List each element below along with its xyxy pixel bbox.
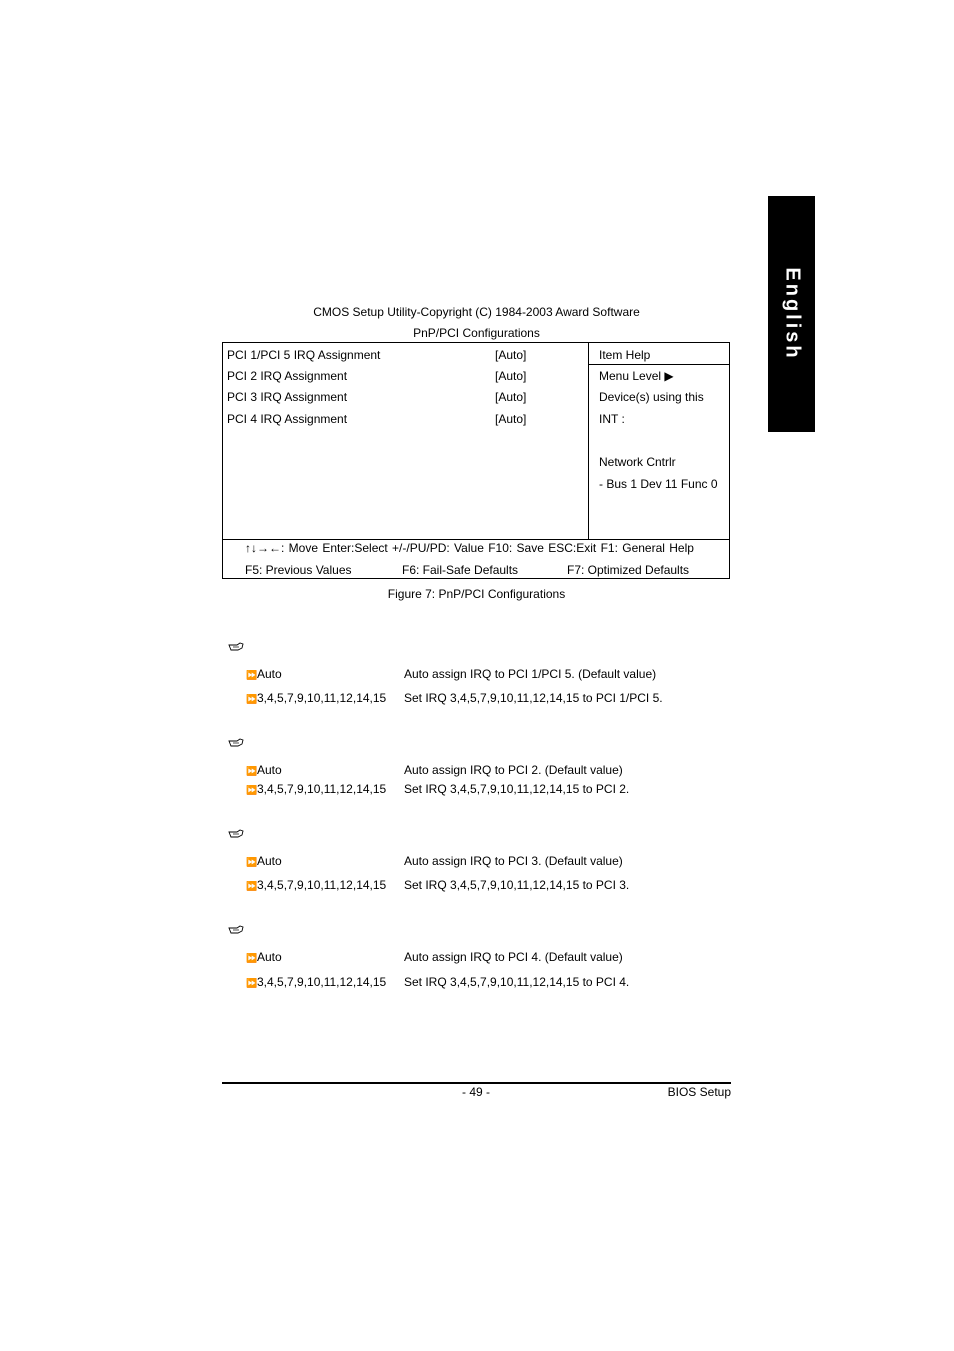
option-irq-list: ⏩3,4,5,7,9,10,11,12,14,15 [246, 691, 387, 705]
menu-item-pci4-label[interactable]: PCI 4 IRQ Assignment [227, 412, 348, 426]
item-help-line: Menu Level ▶ [599, 369, 674, 383]
item-help-title: Item Help [599, 348, 651, 362]
option-auto: ⏩Auto [246, 854, 282, 868]
help-title-divider [588, 364, 730, 365]
menu-item-pci2-label[interactable]: PCI 2 IRQ Assignment [227, 369, 348, 383]
figure-caption: Figure 7: PnP/PCI Configurations [387, 587, 566, 601]
option-auto: ⏩Auto [246, 763, 282, 777]
menu-item-pci1-label[interactable]: PCI 1/PCI 5 IRQ Assignment [227, 348, 381, 362]
bios-keys-divider [223, 539, 729, 540]
menu-item-pci1-value[interactable]: [Auto] [495, 348, 527, 362]
pointing-hand-icon [228, 829, 244, 839]
key-help-f6: F6: Fail-Safe Defaults [402, 563, 519, 577]
option-auto: ⏩Auto [246, 667, 282, 681]
item-help-line: Device(s) using this [599, 390, 704, 404]
option-desc: Set IRQ 3,4,5,7,9,10,11,12,14,15 to PCI 1/PCI 5. [404, 691, 663, 705]
double-arrow-icon: ⏩ [246, 881, 258, 891]
footer-section: BIOS Setup [667, 1085, 731, 1099]
item-help-line: Network Cntrlr [599, 455, 676, 469]
double-arrow-icon: ⏩ [246, 766, 258, 776]
option-desc: Set IRQ 3,4,5,7,9,10,11,12,14,15 to PCI 2. [404, 782, 630, 796]
bios-title: CMOS Setup Utility-Copyright (C) 1984-2003 Award Software [313, 305, 640, 319]
pointing-hand-icon [228, 642, 244, 652]
option-irq-list: ⏩3,4,5,7,9,10,11,12,14,15 [246, 975, 387, 989]
menu-item-pci4-value[interactable]: [Auto] [495, 412, 527, 426]
menu-item-pci3-label[interactable]: PCI 3 IRQ Assignment [227, 390, 348, 404]
pointing-hand-icon [228, 925, 244, 935]
page-number: - 49 - [461, 1085, 490, 1099]
item-help-line: INT : [599, 412, 625, 426]
bios-subtitle: PnP/PCI Configurations [413, 326, 540, 340]
language-tab-label: English [781, 267, 803, 361]
double-arrow-icon: ⏩ [246, 694, 258, 704]
option-desc: Set IRQ 3,4,5,7,9,10,11,12,14,15 to PCI 3. [404, 878, 630, 892]
option-irq-list: ⏩3,4,5,7,9,10,11,12,14,15 [246, 782, 387, 796]
bios-column-divider [588, 343, 589, 539]
option-desc: Auto assign IRQ to PCI 1/PCI 5. (Default value) [404, 667, 657, 681]
item-help-line: - Bus 1 Dev 11 Func 0 [599, 477, 718, 491]
double-arrow-icon: ⏩ [246, 785, 258, 795]
bios-screen [222, 342, 730, 579]
key-help-row1: ↑↓→←: Move Enter:Select +/-/PU/PD: Value F10: Save ESC:Exit F1: General Help [245, 541, 694, 555]
double-arrow-icon: ⏩ [246, 978, 258, 988]
menu-item-pci3-value[interactable]: [Auto] [495, 390, 527, 404]
option-desc: Auto assign IRQ to PCI 2. (Default value) [404, 763, 623, 777]
option-desc: Set IRQ 3,4,5,7,9,10,11,12,14,15 to PCI 4. [404, 975, 630, 989]
footer-rule [222, 1082, 731, 1084]
double-arrow-icon: ⏩ [246, 953, 258, 963]
language-tab [768, 196, 815, 432]
option-irq-list: ⏩3,4,5,7,9,10,11,12,14,15 [246, 878, 387, 892]
double-arrow-icon: ⏩ [246, 670, 258, 680]
option-desc: Auto assign IRQ to PCI 3. (Default value) [404, 854, 623, 868]
option-auto: ⏩Auto [246, 950, 282, 964]
double-arrow-icon: ⏩ [246, 857, 258, 867]
option-desc: Auto assign IRQ to PCI 4. (Default value) [404, 950, 623, 964]
key-help-f7: F7: Optimized Defaults [567, 563, 690, 577]
menu-item-pci2-value[interactable]: [Auto] [495, 369, 527, 383]
pointing-hand-icon [228, 738, 244, 748]
key-help-f5: F5: Previous Values [245, 563, 352, 577]
